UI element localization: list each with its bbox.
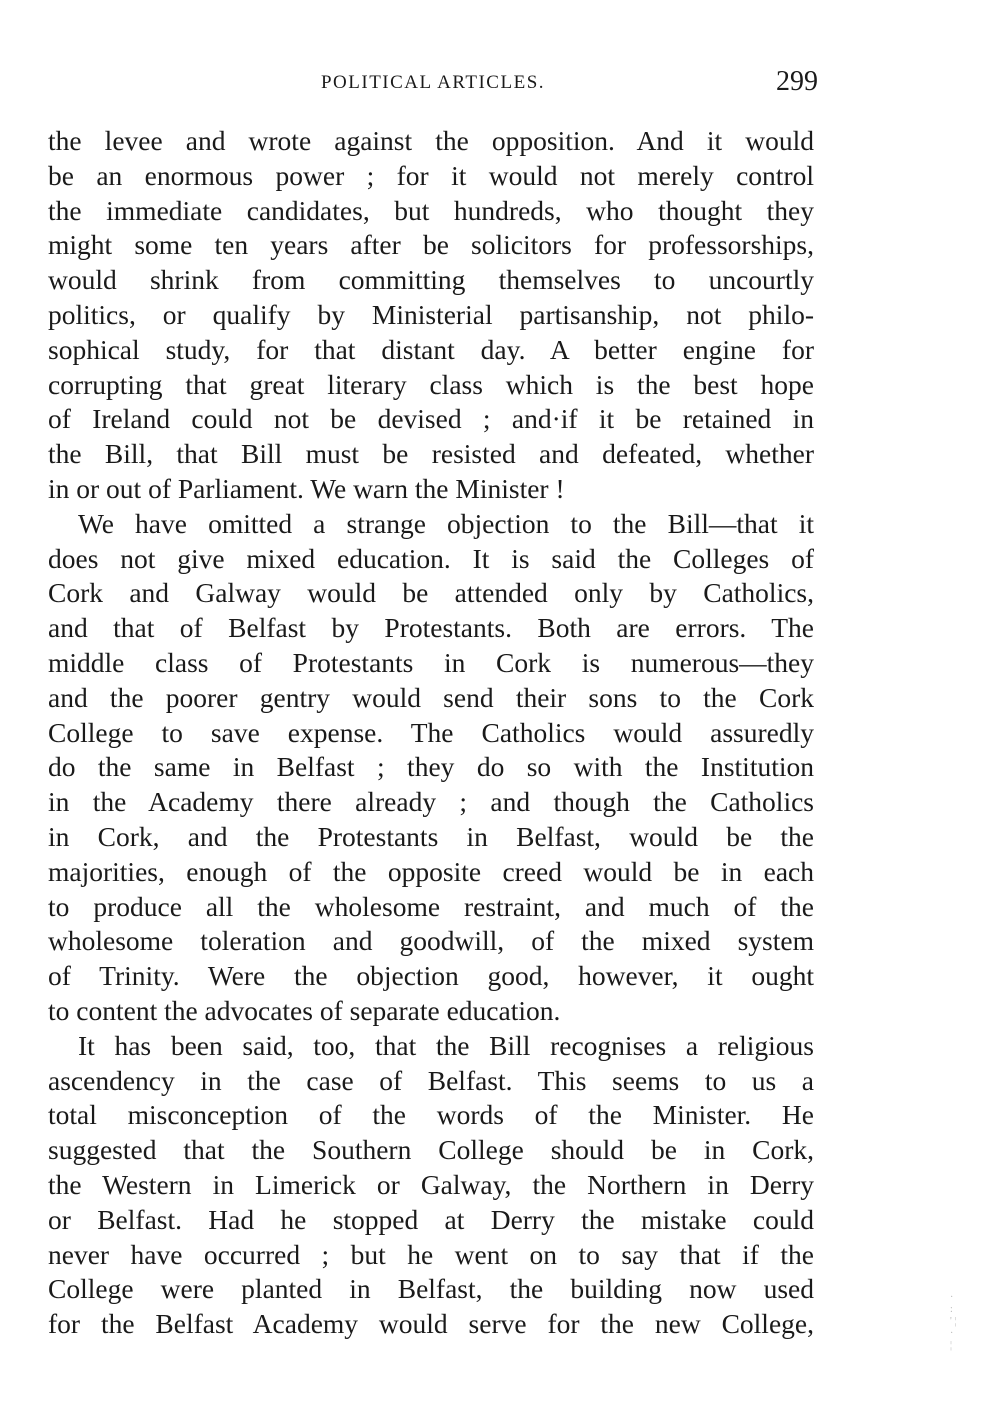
text-line: of Ireland could not be devised ; and·if it be retained in [48,403,814,435]
text-line: ascendency in the case of Belfast. This seems to us a [48,1064,814,1096]
paragraph [48,1029,814,1342]
text-line: and the poorer gentry would send their sons to the Cork [48,681,814,713]
text-line: do the same in Belfast ; they do so with the Institution [48,751,814,783]
paragraph [48,124,814,507]
text-line: suggested that the Southern College should be in Cork, [48,1134,814,1166]
text-line: or Belfast. Had he stopped at Derry the mistake could [48,1203,814,1235]
text-line: never have occurred ; but he went on to say that if the [48,1238,814,1270]
text-line: Cork and Galway would be attended only by Catholics, [48,577,814,609]
text-line: and that of Belfast by Protestants. Both are errors. The [48,612,814,644]
text-line: majorities, enough of the opposite creed would be in each [48,855,814,887]
text-line: in the Academy there already ; and though the Catholics [48,786,814,818]
text-line: middle class of Protestants in Cork is numerous—they [48,646,814,678]
page-number: 299 [776,66,818,97]
text-line: to produce all the wholesome restraint, and much of the [48,890,814,922]
text-line: the Bill, that Bill must be resisted and defeated, whether [48,438,814,470]
text-line: to content the advocates of separate education. [48,994,561,1026]
text-line: College to save expense. The Catholics would assuredly [48,716,814,748]
text-line: does not give mixed education. It is said the Colleges of [48,542,814,574]
text-line: We have omitted a strange objection to the Bill—that it [78,507,814,539]
paragraph [48,507,814,1029]
text-line: corrupting that great literary class which is the best hope [48,368,814,400]
text-line: wholesome toleration and goodwill, of the mixed system [48,925,814,957]
text-line: It has been said, too, that the Bill recognises a religious [78,1029,814,1061]
running-title: POLITICAL ARTICLES. [320,72,546,93]
text-line: the Western in Limerick or Galway, the Northern in Derry [48,1168,814,1200]
text-line: the immediate candidates, but hundreds, who thought they [48,194,814,226]
text-line: might some ten years after be solicitors for professorships, [48,229,814,261]
text-line: for the Belfast Academy would serve for the new College, [48,1308,814,1340]
text-line: in or out of Parliament. We warn the Minister ! [48,472,565,504]
text-line: in Cork, and the Protestants in Belfast, would be the [48,820,814,852]
text-line: of Trinity. Were the objection good, however, it ought [48,960,814,992]
running-head [48,62,818,102]
text-line: politics, or qualify by Ministerial partisanship, not philo- [48,298,814,330]
text-line: total misconception of the words of the Minister. He [48,1099,814,1131]
text-line: sophical study, for that distant day. A better engine for [48,333,814,365]
text-line: be an enormous power ; for it would not merely control [48,159,814,191]
text-line: the levee and wrote against the opposition. And it would [48,125,814,156]
margin-specks: · : ' ¦ · ¦ [950,1292,957,1351]
text-line: College were planted in Belfast, the building now used [48,1273,814,1305]
text-line: would shrink from committing themselves to uncourtly [48,264,814,296]
body-text [48,124,814,1342]
